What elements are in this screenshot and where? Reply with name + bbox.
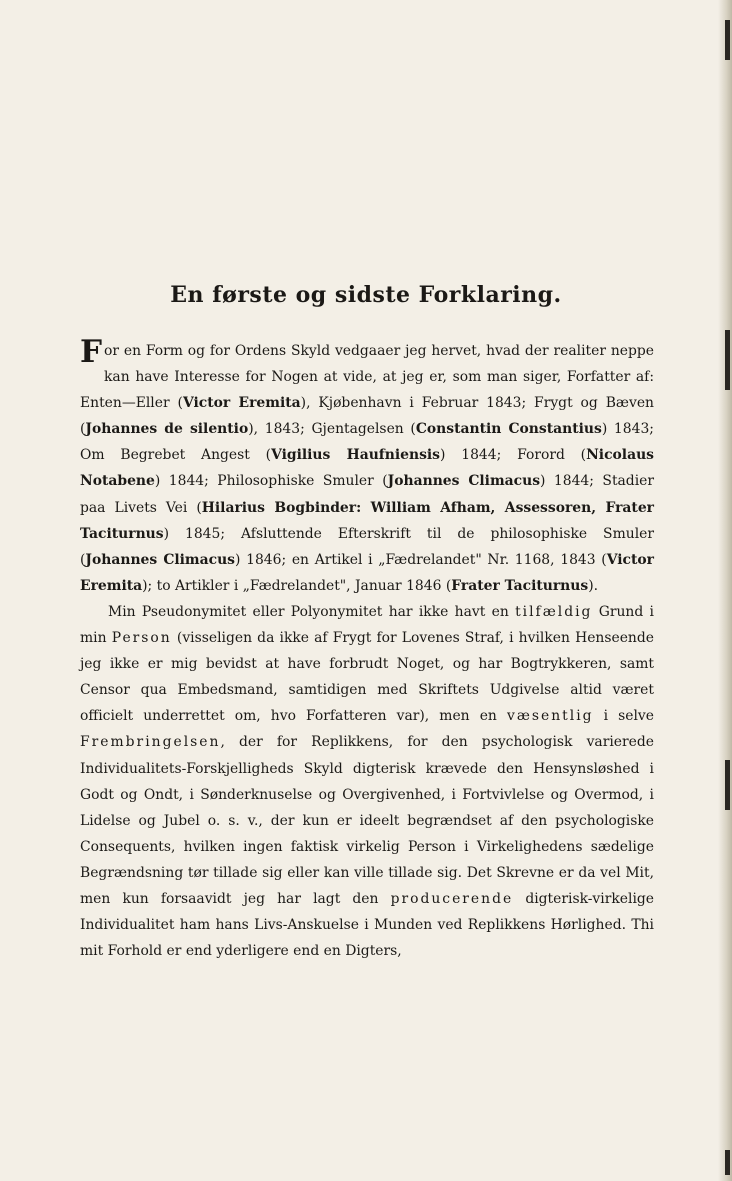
text-run: ), 1843; Gjentagelsen ( (248, 421, 416, 438)
pseudonym-name: Johannes Climacus (387, 473, 541, 490)
emphasized-text: Person (111, 630, 172, 647)
pseudonym-name: Nicolaus Notabene (80, 447, 654, 490)
emphasized-text: tilfældig (515, 603, 593, 620)
text-run: , der for Replikkens, for den psychologisk varierede Individualitets-Forskjelligheds Skyld digterisk krævede den Hensynsløshed i Godt og Ondt, i Sønderknuselse og Overgivenhed, i Fortvivlelse og Overmod, i Lidelse og Jubel o. s. v., der kun er ideelt begrændset af den psychologiske Consequents, hvilken ingen faktisk virkelig Person i Virkelighedens sædelige Begrændsning tør tillade sig eller kan ville tillade sig. Det Skrevne er da vel Mit, men kun forsaavidt jeg har lagt den (80, 734, 654, 907)
emphasized-text: væsentlig (506, 708, 594, 725)
text-run: or en Form og for Ordens Skyld vedgaaer jeg hervet, hvad der realiter neppe kan have Interesse for Nogen at vide, at jeg er, som man siger, Forfatter af: Enten—Eller ( (80, 343, 654, 412)
text-run: (visseligen da ikke af Frygt for Lovenes Straf, i hvilken Henseende jeg ikke er mig bevidst at have forbrudt Noget, og har Bogtrykkeren, samt Censor qua Embedsmand, samtidigen med Skriftets Udgivelse altid været officielt underrettet om, hvo Forfatteren var), men en (80, 630, 654, 725)
text-run: ) 1846; en Artikel i „Fædrelandet" Nr. 1168, 1843 ( (235, 551, 607, 568)
text-run: Min Pseudonymitet eller Polyonymitet har ikke havt en (108, 603, 516, 620)
pseudonym-name: Victor Eremita (80, 551, 654, 594)
text-run: ) 1844; Philosophiske Smuler ( (154, 473, 388, 490)
emphasized-text: producerende (390, 890, 514, 907)
pseudonym-name: Frater Taciturnus (451, 577, 589, 594)
body-text (80, 334, 655, 964)
text-run: ) 1843; Om Begrebet Angest ( (80, 421, 654, 464)
text-run: ); to Artikler i „Fædrelandet", Januar 1846 ( (142, 577, 452, 594)
pseudonym-name: Hilarius Bogbinder: William Afham, Assessoren, Frater Taciturnus (80, 499, 654, 542)
pseudonym-name: Johannes de silentio (85, 421, 249, 438)
page-edge (718, 0, 732, 1181)
pseudonym-name: Johannes Climacus (85, 551, 236, 568)
pseudonym-name: Constantin Constantius (415, 421, 602, 438)
edge-mark (725, 1150, 730, 1175)
pseudonym-name: Victor Eremita (182, 395, 301, 412)
text-run: ) 1845; Afsluttende Efterskrift til de philosophiske Smuler ( (80, 525, 654, 568)
edge-mark (725, 20, 730, 60)
text-run: ) 1844; Stadier paa Livets Vei ( (80, 473, 654, 516)
text-run: digterisk-virkelige Individualitet ham hans Livs-Anskuelse i Munden ved Replikkens Hørlighed. Thi mit Forhold er end yderligere end en Digters, (80, 890, 654, 960)
page-title: En første og sidste Forklaring. (170, 282, 562, 308)
edge-mark (725, 760, 730, 810)
text-run: ), Kjøbenhavn i Februar 1843; Frygt og Bæven ( (80, 395, 654, 438)
pseudonym-name: Vigilius Haufniensis (271, 447, 441, 464)
text-run: Grund i min (80, 603, 655, 647)
paragraph-1 (80, 334, 654, 599)
edge-mark (725, 330, 730, 390)
text-run: i selve (593, 708, 654, 725)
emphasized-text: Frembringelsen (80, 734, 221, 751)
paragraph-2 (80, 599, 654, 964)
text-run: ) 1844; Forord ( (440, 447, 587, 464)
drop-cap: F (80, 334, 103, 370)
text-run: ). (588, 577, 599, 594)
